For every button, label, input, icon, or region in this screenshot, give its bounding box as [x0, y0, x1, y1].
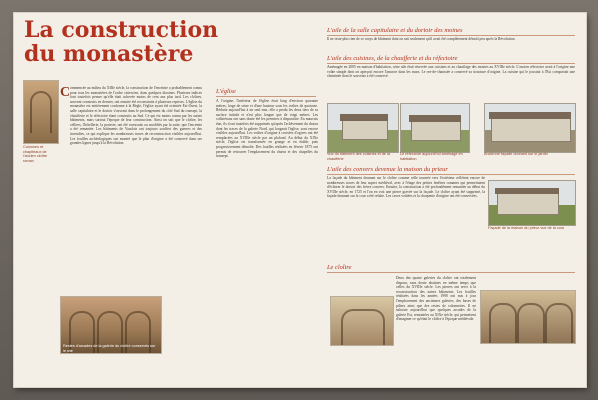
salle-rule — [327, 35, 575, 36]
convers-text: La façade du bâtiment donnant sur le cloître comme celle tournée vers l'extérieur reflètent encore de nombreuses traces de leur aspect médiéval, avec à l'étage des petites fenêtres romanes qui permettaient d'éclairer le dortoir des frères convers. Ensuite, la construction a été profondément remaniée au début du XVIIIe siècle, en 1725 et l'on en voit une pierre gravée sur la façade. Le cloître ayant été supprimé, la façade donnant sur la cour a été refaite. Les caves voûtées et la charpente d'origine ont été conservées. — [327, 176, 485, 199]
cloister-gallery-photo — [480, 290, 576, 344]
cloister-arcade-photo — [60, 296, 162, 354]
eglise-text: À l'origine, l'intérieur de l'église était long d'environ quarante mètres, large de seize et d'une hauteur sous les voûtes de quatorze. Réduite aujourd'hui à un seul mur, elle a perdu les deux tiers de sa surface initiale et n'est plus longue que de vingt mètres. Les collatéraux ont sans doute été les premiers à disparaître. En mauvais état, ils n'ont toutefois été supprimés qu'après l'achèvement du chœur dont les traces de la galerie Nord, qui longeait l'église, sont encore visibles aujourd'hui. Les voûtes d'origine à croisées d'ogives ont été remplacées au XVIIIe siècle par un plafond. Au début du XIXe siècle, l'église est transformée en grange et en étable, puis progressivement démolie. Des fouilles réalisées en février 1875 ont permis de retrouver l'emplacement du chœur et des chapelles du transept. — [216, 99, 318, 159]
cuisines-rule — [327, 63, 575, 64]
cloister-column-photo — [23, 80, 59, 144]
cloitre-heading: Le cloître — [327, 264, 352, 271]
kitchen-building-caption: Vue du bâtiment des cuisines et de la chaufferie — [327, 152, 390, 161]
salle-heading: L'aile de la salle capitulaire et du dortoir des moines — [327, 27, 463, 34]
refectory-caption: Le réfectoire aujourd'hui aménagé en habitation — [400, 152, 463, 161]
convers-heading: L'aile des convers devenue la maison du prieur — [327, 166, 448, 173]
salle-text: Il ne reste plus rien de ce corps de bâtiment dont on sait seulement qu'il avait été complètement démoli peu après la Révolution. — [327, 37, 516, 41]
cuisines-heading: L'aile des cuisines, de la chaufferie et du réfectoire — [327, 55, 458, 62]
intro-paragraph: ommencée au milieu du XIIIe siècle, la construction de l'enceinte a probablement connu pour tous les monastères de l'ordre cistercien, dans quelques dizaines. Plusieurs indices font toutefois penser qu'elle était achevée moins de cent ans plus tard. Les cloîtres, souvent construits en dernier, ont ensuite été reconstruits à plusieurs reprises. L'église du monastère est entièrement conforme à la Règle, l'église ayant été orientée Est-Ouest, la salle capitulaire et le dortoir s'ouvrant dans le prolongement du côté Sud du transept, la chaufferie et le réfectoire étant construits au Sud. Ce qui est moins connu par les autres bâtiments, mais surtout l'époque de leur construction. Ainsi on sait que le cloître, les celliers, l'hôtellerie, la porterie, ont été construits ou modifiés par la suite, que l'enceinte a été remaniée. Les bâtiments de Vauclair ont toujours souffert des guerres et des incendies, ce qui explique les nombreuses traces de reconstruction visibles aujourd'hui. Les fouilles archéologiques ont montré que le plan d'origine a été conservé dans ses grandes lignes jusqu'à la Révolution. — [70, 86, 202, 146]
title-line-1: La construction — [24, 17, 219, 43]
intro-text — [70, 86, 202, 294]
prior-house-photo — [488, 180, 576, 226]
cloitre-rule — [327, 272, 575, 273]
cloitre-text: Deux des quatre galeries du cloître ont totalement disparu, sans doute abattues en même temps que celles du XVIIIe siècle. Les pierres ont servi à la reconstruction des autres bâtiments. Les fouilles réalisées dans les années 1990 ont mis à jour l'emplacement des anciennes galeries, des bases de piliers ainsi que des restes de colonnettes. Il ne subsiste aujourd'hui que quelques arcades de la galerie Est, remontées au XIXe siècle, qui permettent d'imaginer ce qu'était le cloître à l'époque médiévale. — [396, 276, 476, 322]
garden-facade-photo — [484, 103, 576, 153]
eglise-rule — [216, 96, 316, 97]
eglise-heading: L'église — [216, 88, 236, 95]
panel-title — [24, 17, 219, 67]
title-line-2: du monastère — [24, 41, 194, 67]
garden-facade-caption: Ancienne façade donnant sur le jardin — [484, 152, 548, 156]
cloister-capital-photo — [330, 296, 394, 346]
intro-dropcap: C — [60, 85, 71, 100]
convers-rule — [327, 174, 575, 175]
prior-house-caption: Façade de la maison du prieur vue de la cour — [488, 226, 565, 230]
refectory-photo — [400, 103, 470, 153]
cloister-column-caption: Colonnes et chapiteaux de l'ancien cloître roman — [23, 145, 48, 163]
cloister-arcade-caption: Restes d'arcades de la galerie du cloître conservés sur le site — [63, 344, 156, 353]
cuisines-text: Aménagée en 2005 en maison d'habitation, cette aile était réservée aux cuisines et au chauffage des moines au XVIIIe siècle. L'ancien réfectoire avait à l'origine une voûte simple dont on aperçoit encore l'amorce dans les murs. Le rez-de-chaussée a conservé sa structure d'origine. La cuisine qui le jouxtait à l'Est comportait une cheminée dont le souvenir a été conservé. — [327, 65, 575, 79]
kitchen-building-photo — [327, 103, 399, 153]
